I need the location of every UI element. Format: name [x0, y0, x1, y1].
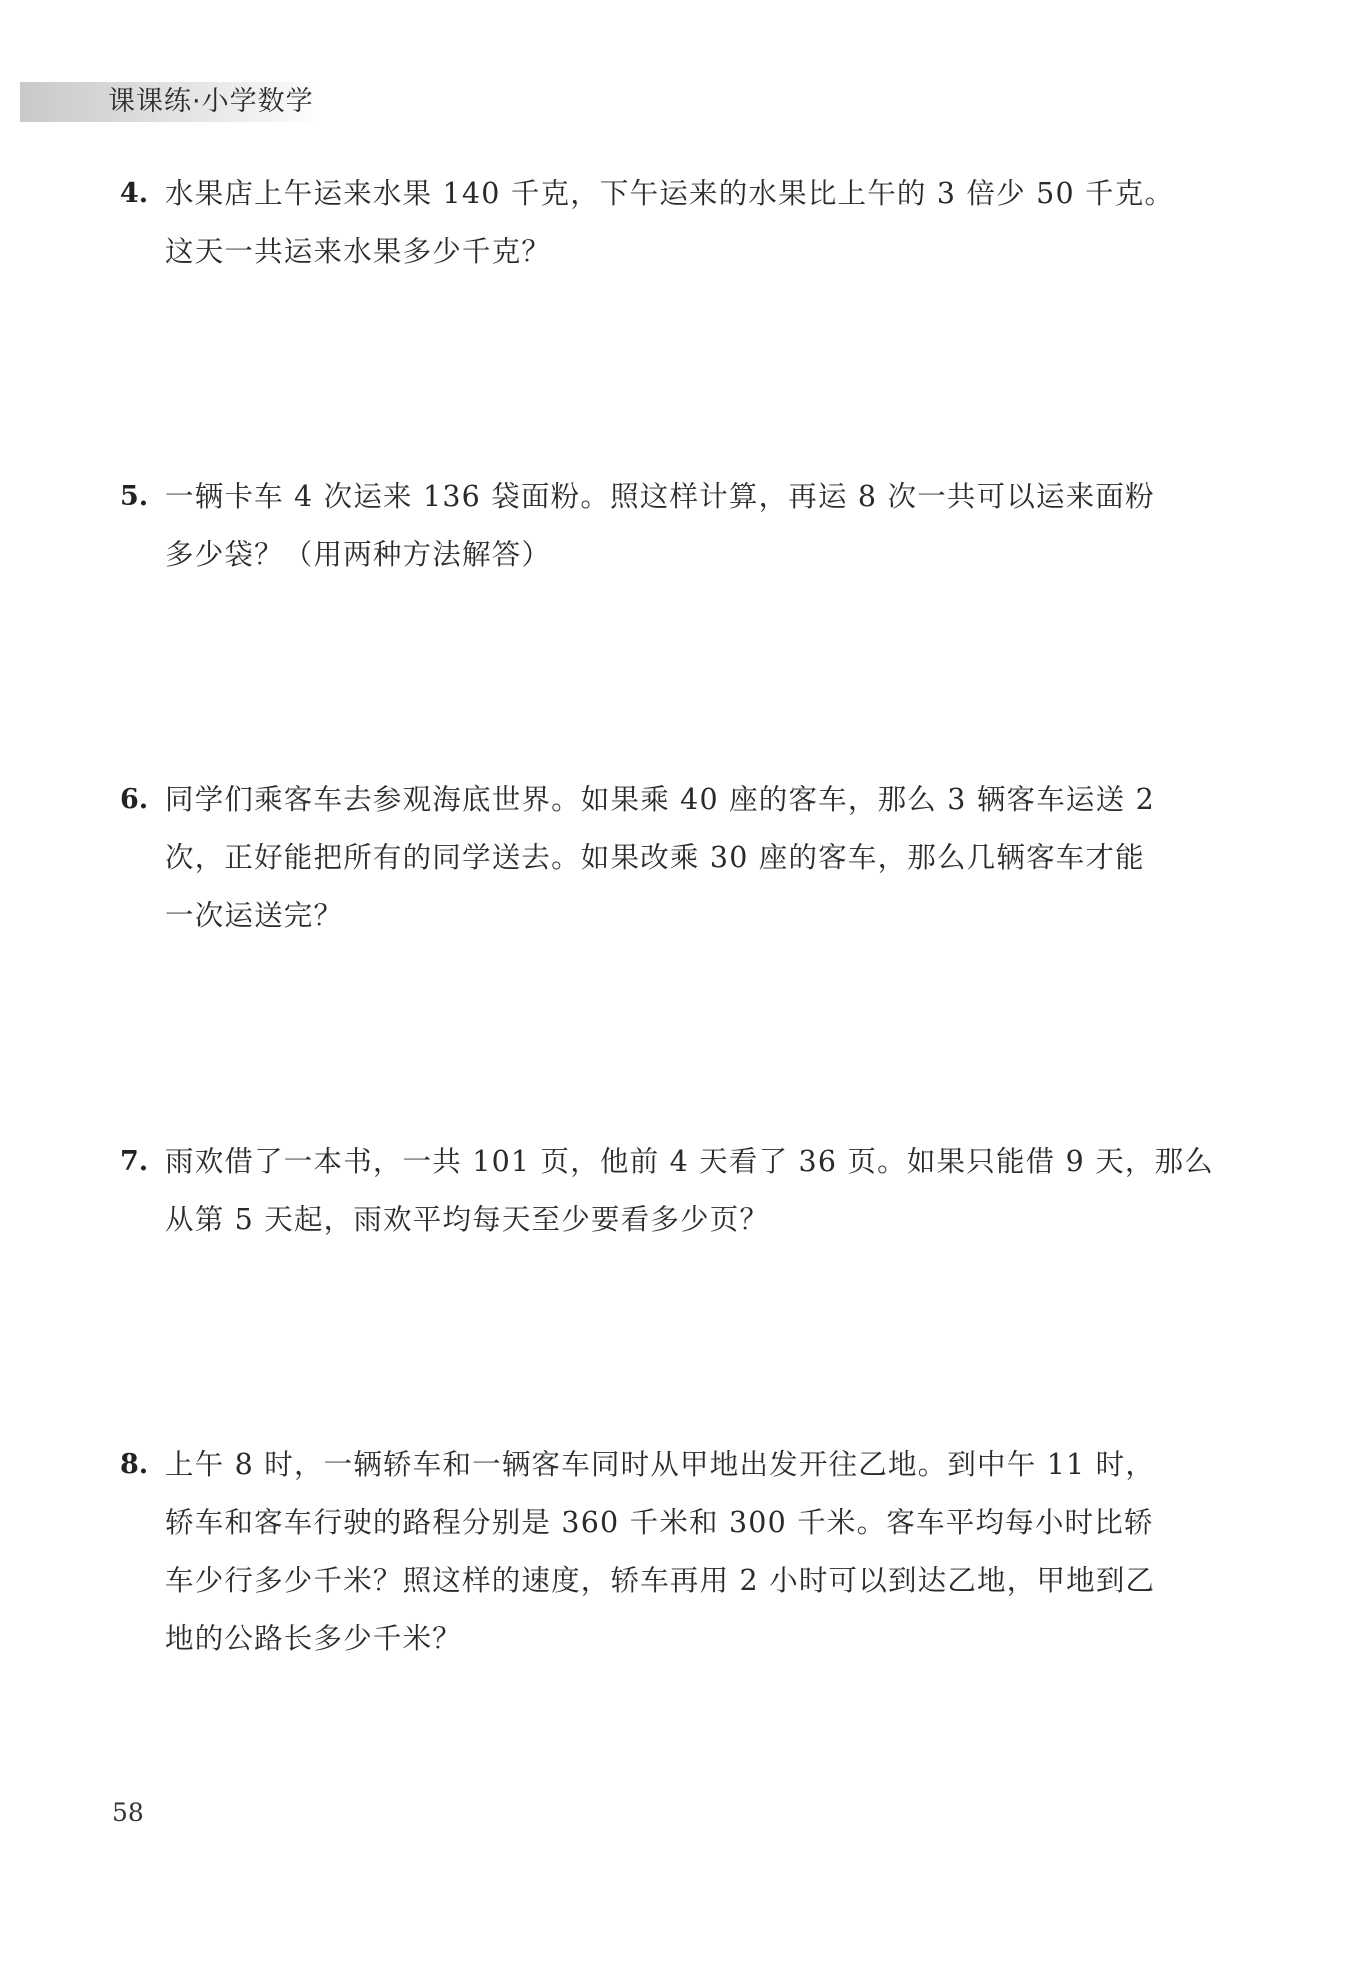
problem-text-line: 次，正好能把所有的同学送去。如果改乘 30 座的客车，那么几辆客车才能: [165, 841, 1145, 874]
problem-7: [120, 1133, 1230, 1249]
problem-5: [120, 468, 1230, 584]
problem-8: [120, 1436, 1230, 1668]
page-number: 58: [112, 1798, 144, 1827]
problem-text-line: 水果店上午运来水果 140 千克，下午运来的水果比上午的 3 倍少 50 千克。: [165, 177, 1175, 210]
problem-text-line: 这天一共运来水果多少千克？: [165, 235, 552, 268]
problem-text-line: 上午 8 时，一辆轿车和一辆客车同时从甲地出发开往乙地。到中午 11 时，: [165, 1448, 1156, 1481]
problem-number: 8.: [120, 1449, 149, 1480]
problem-6: [120, 771, 1230, 945]
problem-text-line: 从第 5 天起，雨欢平均每天至少要看多少页？: [165, 1203, 770, 1236]
problem-text-line: 多少袋？（用两种方法解答）: [165, 538, 552, 571]
problem-text-line: 一辆卡车 4 次运来 136 袋面粉。照这样计算，再运 8 次一共可以运来面粉: [165, 480, 1155, 513]
problem-number: 7.: [120, 1146, 149, 1177]
problem-number: 4.: [120, 178, 149, 209]
problem-text-line: 地的公路长多少千米？: [165, 1622, 463, 1655]
page-header-title: 课课练·小学数学: [108, 86, 314, 117]
problem-number: 5.: [120, 481, 149, 512]
problem-text-line: 雨欢借了一本书，一共 101 页，他前 4 天看了 36 页。如果只能借 9 天，那么: [165, 1145, 1215, 1178]
problem-text-line: 车少行多少千米？照这样的速度，轿车再用 2 小时可以到达乙地，甲地到乙: [165, 1564, 1156, 1597]
problem-text-line: 轿车和客车行驶的路程分别是 360 千米和 300 千米。客车平均每小时比轿: [165, 1506, 1154, 1539]
problem-text-line: 同学们乘客车去参观海底世界。如果乘 40 座的客车，那么 3 辆客车运送 2: [165, 783, 1155, 816]
problem-text-line: 一次运送完？: [165, 899, 344, 932]
problem-4: [120, 165, 1230, 281]
problem-number: 6.: [120, 784, 149, 815]
